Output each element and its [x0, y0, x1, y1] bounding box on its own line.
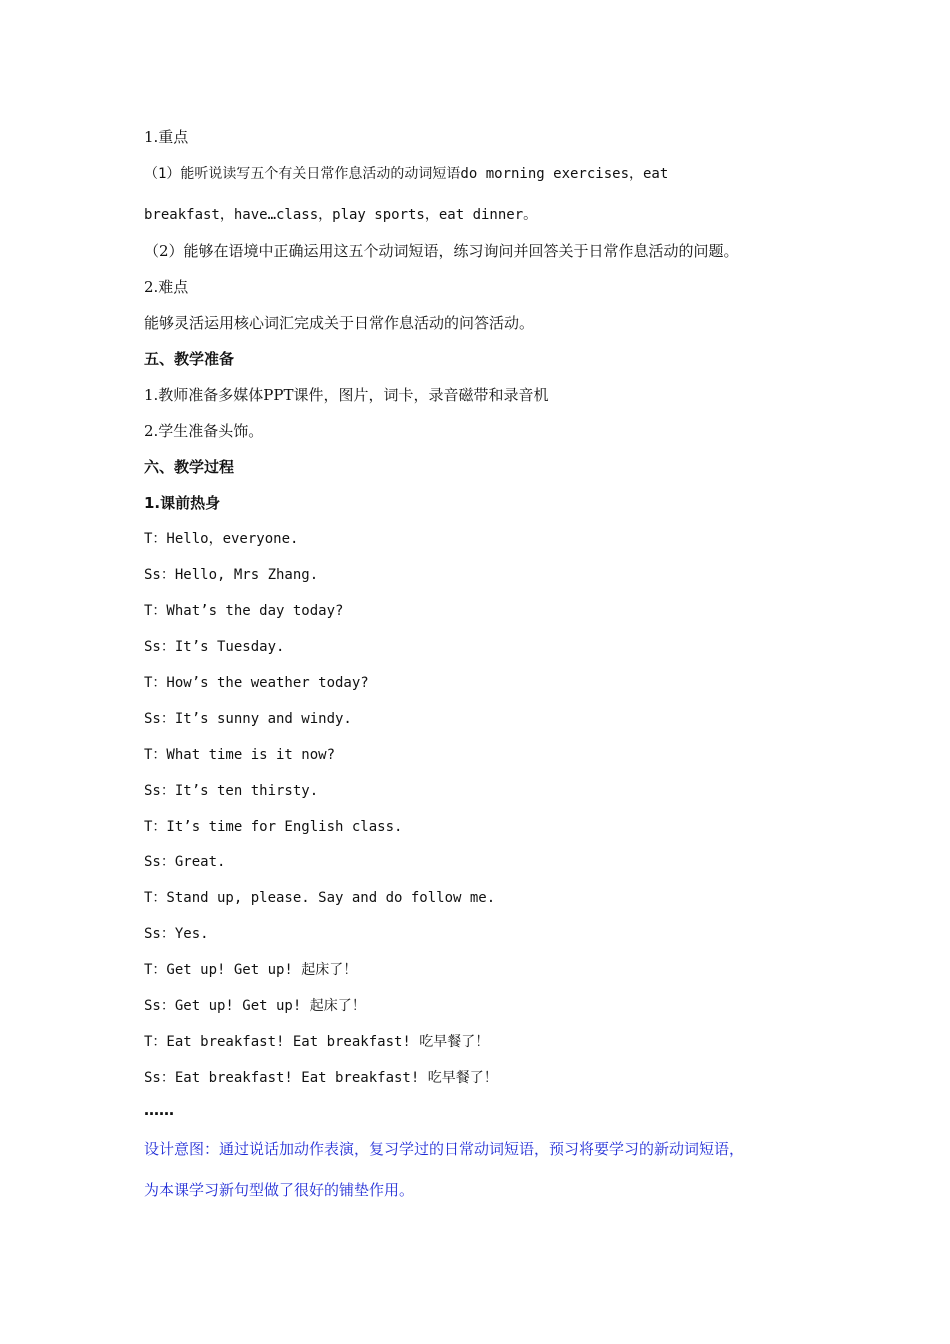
dialogue-line: T：What time is it now?	[144, 747, 336, 763]
dialogue-line: Ss：Get up! Get up! 起床了！	[144, 998, 366, 1014]
dialogue-line: T：Eat breakfast! Eat breakfast! 吃早餐了！	[144, 1034, 490, 1050]
dialogue-line: Ss：Eat breakfast! Eat breakfast! 吃早餐了！	[144, 1070, 498, 1086]
dialogue-line: Ss：Hello, Mrs Zhang.	[144, 567, 319, 583]
difficulties-text: 能够灵活运用核心词汇完成关于日常作息活动的问答活动。	[144, 314, 535, 332]
dialogue-line: T：It’s time for English class.	[144, 819, 403, 835]
key-point-item-2: （2）能够在语境中正确运用这五个动词短语，练习询问并回答关于日常作息活动的问题。	[144, 242, 739, 260]
warmup-heading: 1.课前热身	[144, 494, 221, 512]
process-heading: 六、教学过程	[144, 458, 235, 476]
dialogue-line: T：How’s the weather today?	[144, 675, 369, 691]
dialogue-line: Ss：Great.	[144, 854, 226, 870]
dialogue-line: Ss：Yes.	[144, 926, 209, 942]
preparation-item-1: 1.教师准备多媒体PPT课件，图片，词卡，录音磁带和录音机	[144, 386, 549, 404]
dialogue-line: Ss：It’s ten thirsty.	[144, 783, 319, 799]
dialogue-line: Ss：It’s Tuesday.	[144, 639, 285, 655]
ellipsis: ……	[144, 1101, 174, 1119]
difficulties-heading: 2.难点	[144, 278, 189, 296]
design-intent-line-1: 设计意图：通过说话加动作表演，复习学过的日常动词短语，预习将要学习的新动词短语，	[144, 1140, 745, 1158]
preparation-heading: 五、教学准备	[144, 350, 235, 368]
key-point-item-1-line-2: breakfast，have…class，play sports，eat dinner。	[144, 207, 538, 223]
preparation-item-2: 2.学生准备头饰。	[144, 422, 264, 440]
dialogue-line: T：Hello，everyone.	[144, 531, 299, 547]
dialogue-line: T：Get up! Get up! 起床了！	[144, 962, 358, 978]
dialogue-line: Ss：It’s sunny and windy.	[144, 711, 352, 727]
key-point-item-1-line-1: （1）能听说读写五个有关日常作息活动的动词短语do morning exercises，eat	[144, 166, 669, 182]
design-intent-line-2: 为本课学习新句型做了很好的铺垫作用。	[144, 1181, 415, 1199]
key-points-heading: 1.重点	[144, 128, 189, 146]
dialogue-line: T：What’s the day today?	[144, 603, 344, 619]
dialogue-line: T：Stand up, please. Say and do follow me.	[144, 890, 496, 906]
